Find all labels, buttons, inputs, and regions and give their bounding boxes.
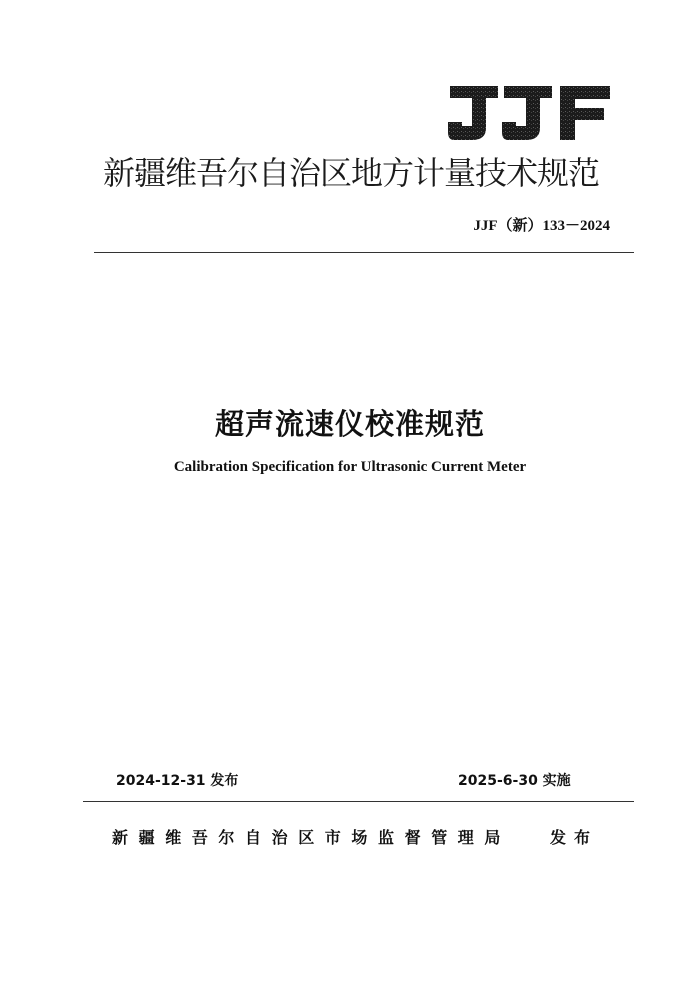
document-number: JJF（新）133－2024: [473, 218, 610, 234]
issuing-authority: 新疆维吾尔自治区市场监督管理局: [112, 828, 512, 847]
issuing-action: 发布: [550, 828, 599, 847]
bottom-divider: [83, 801, 634, 802]
document-title-english: Calibration Specification for Ultrasonic Current Meter: [173, 459, 527, 475]
document-title-chinese: 超声流速仪校准规范: [214, 407, 485, 441]
implementation-date: 2025-6-30 实施: [458, 773, 571, 789]
authority-title: 新疆维吾尔自治区地方计量技术规范: [103, 154, 600, 192]
issue-date: 2024-12-31 发布: [116, 773, 239, 789]
jjf-logo: [448, 82, 612, 144]
top-divider: [94, 252, 634, 253]
